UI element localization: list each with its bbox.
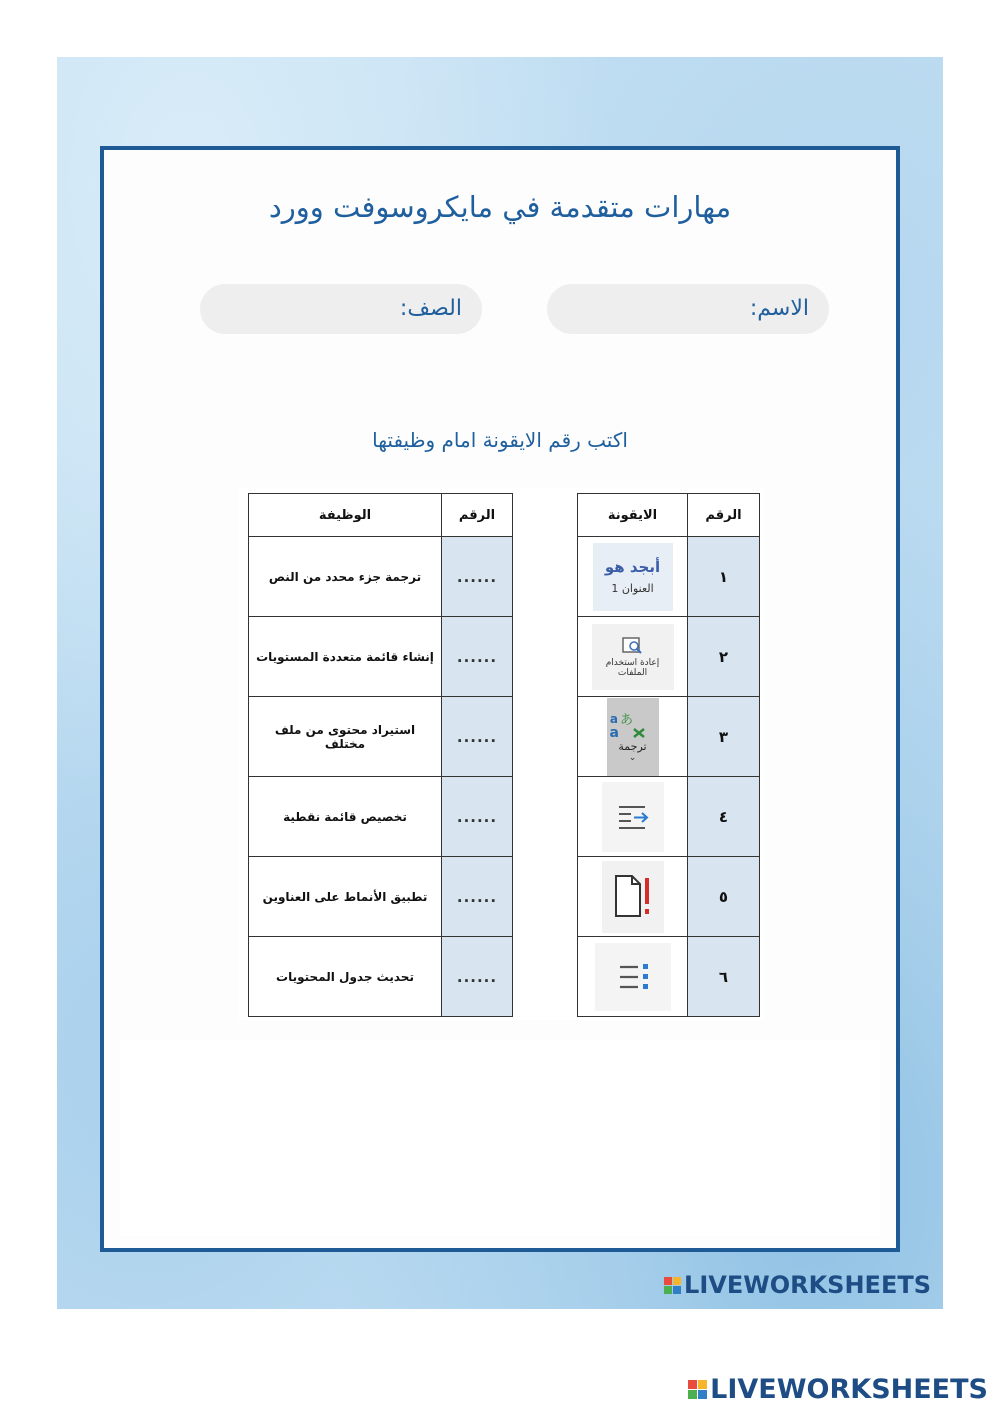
answer-field[interactable]: ...... [442,617,513,697]
table-row [249,937,513,1017]
answer-field[interactable]: ...... [442,857,513,937]
liveworksheets-mark-icon [664,1277,681,1294]
function-description: تخصيص قائمة نقطية [249,777,442,857]
function-description: تطبيق الأنماط على العناوين [249,857,442,937]
increase-indent-icon [602,782,664,852]
table-row [578,537,760,617]
table-row [578,777,760,857]
tables-image [238,488,764,1020]
icon-number: ٣ [688,697,760,777]
table-row [249,617,513,697]
table-row [249,537,513,617]
functions-number-header: الرقم [442,494,513,537]
functions-function-header: الوظيفة [249,494,442,537]
svg-text:a: a [609,725,619,741]
worksheet-frame [100,146,900,1252]
chevron-down-icon: ⌄ [628,753,637,763]
reuse-files-icon: إعادة استخدام الملفات [592,624,674,690]
icon-number: ١ [688,537,760,617]
instruction-text: اكتب رقم الايقونة امام وظيفتها [372,428,628,452]
reuse-files-glyph [620,636,646,658]
worksheet-background [57,57,943,1309]
icon-number: ٦ [688,937,760,1017]
liveworksheets-logo-footer [688,1374,988,1405]
name-label: الاسم: [749,296,809,321]
answer-field[interactable]: ...... [442,777,513,857]
document-alert-icon [602,861,664,933]
icons-icon-header: الايقونة [578,494,688,537]
icons-table [577,493,760,1017]
table-row [578,697,760,777]
answer-field[interactable]: ...... [442,697,513,777]
icons-number-header: الرقم [688,494,760,537]
functions-table [248,493,513,1017]
table-row [578,937,760,1017]
table-row [578,617,760,697]
bullet-list-icon [595,943,671,1011]
icon-number: ٤ [688,777,760,857]
table-row [249,697,513,777]
table-row [249,857,513,937]
table-row [249,777,513,857]
function-description: إنشاء قائمة متعددة المستويات [249,617,442,697]
heading-style-icon: أبجد هو العنوان 1 [593,543,673,611]
liveworksheets-mark-icon [688,1380,707,1399]
logo-text: LIVEWORKSHEETS [684,1271,931,1299]
class-field[interactable] [200,284,482,334]
name-field[interactable] [547,284,829,334]
answer-field[interactable]: ...... [442,537,513,617]
function-description: استيراد محتوى من ملف مختلف [249,697,442,777]
svg-text:あ: あ [619,713,633,728]
answer-area[interactable] [120,1040,880,1236]
page-title: مهارات متقدمة في مايكروسوفت وورد [268,190,732,224]
class-label: الصف: [399,296,462,321]
icon-number: ٢ [688,617,760,697]
answer-field[interactable]: ...... [442,937,513,1017]
function-description: ترجمة جزء محدد من النص [249,537,442,617]
icon-number: ٥ [688,857,760,937]
liveworksheets-logo-inner [664,1271,931,1299]
translate-icon: a a あ ترجمة ⌄ [607,698,659,776]
logo-text: LIVEWORKSHEETS [710,1374,988,1405]
function-description: تحديث جدول المحتويات [249,937,442,1017]
table-row [578,857,760,937]
svg-text:a: a [609,712,618,726]
